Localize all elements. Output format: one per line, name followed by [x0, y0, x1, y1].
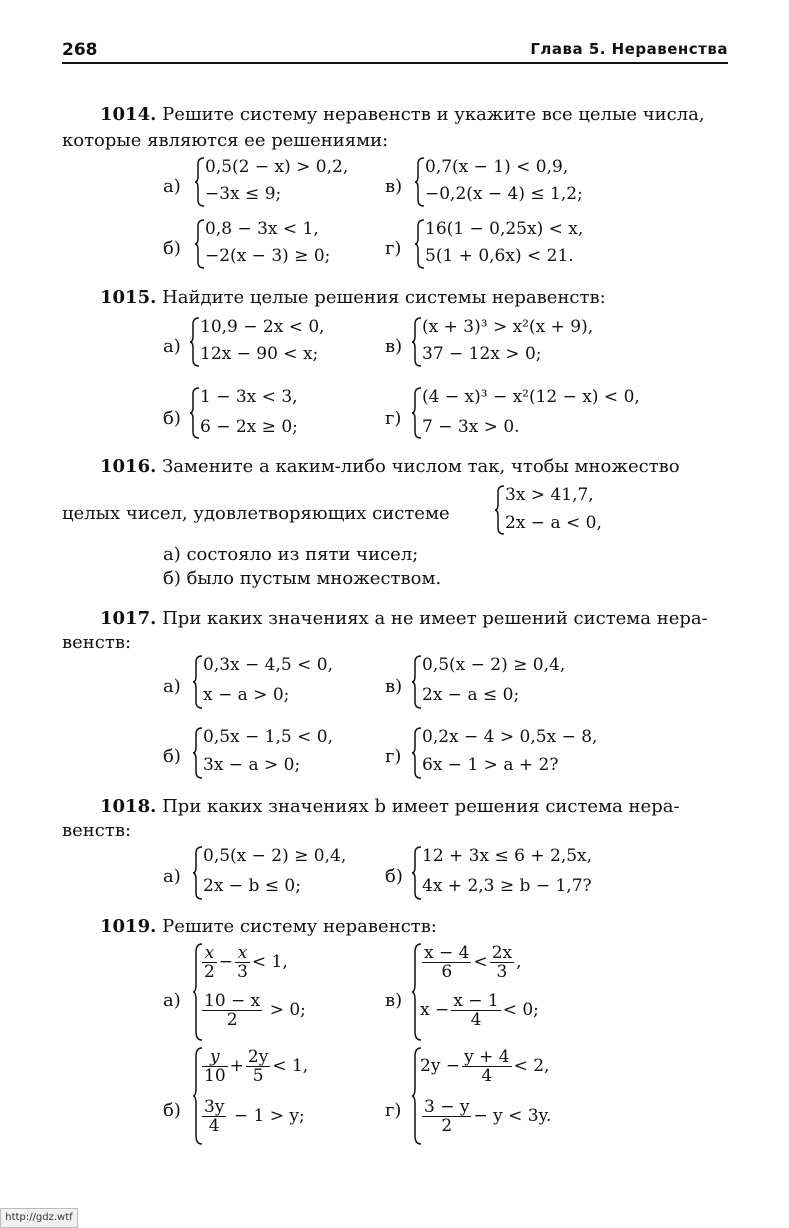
problem-1014-line2: которые являются ее решениями:: [62, 130, 389, 151]
inequality: 3x > 41,7,: [505, 485, 594, 505]
problem-1016-line2: целых чисел, удовлетворяющих системе: [62, 503, 450, 524]
label-g: г): [385, 1100, 402, 1121]
option-a: а) состояло из пяти чисел;: [163, 544, 419, 565]
problem-number: 1014.: [100, 104, 157, 125]
label-a: а): [163, 990, 181, 1011]
label-v: в): [385, 176, 403, 197]
option-b: б) было пустым множеством.: [163, 568, 442, 589]
problem-1015-line1: [100, 287, 606, 309]
brace-icon: [495, 484, 505, 536]
inequality: $\frac{y}{10}$ + $\frac{2y}{5}$ < 1,: [204, 1047, 309, 1086]
brace-icon: [193, 845, 203, 901]
inequality: $\frac{3 - y}{2}$ − y < 3y.: [424, 1097, 552, 1136]
brace-icon: [190, 386, 200, 440]
problem-text: Найдите целые решения системы неравенств:: [156, 287, 606, 308]
inequality: (x + 3)³ > x²(x + 9),: [422, 317, 594, 337]
label-b: б): [163, 238, 181, 259]
problem-number: 1015.: [100, 287, 157, 308]
inequality: 2y − $\frac{y + 4}{4}$ < 2,: [420, 1047, 550, 1086]
problem-text: При каких значениях a не имеет решений система нера-: [156, 608, 708, 629]
inequality: 0,2x − 4 > 0,5x − 8,: [422, 727, 598, 747]
inequality: 6x − 1 > a + 2?: [422, 755, 559, 775]
inequality: 2x − a ≤ 0;: [422, 685, 520, 705]
label-v: в): [385, 676, 403, 697]
problem-1017-line1: [100, 608, 708, 630]
inequality: 2x − a < 0,: [505, 513, 602, 533]
inequality: −3x ≤ 9;: [205, 184, 282, 204]
label-b: б): [163, 746, 181, 767]
label-a: а): [163, 336, 181, 357]
inequality: $\frac{10 - x}{2}$ > 0;: [204, 991, 306, 1030]
label-v: в): [385, 990, 403, 1011]
brace-icon: [412, 654, 422, 710]
inequality: $\frac{x}{2}$ − $\frac{x}{3}$ < 1,: [204, 943, 288, 982]
inequality: (4 − x)³ − x²(12 − x) < 0,: [422, 387, 640, 407]
problem-1014-line1: [100, 104, 705, 126]
page-header: [62, 38, 728, 64]
problem-1016-line1: [100, 456, 680, 478]
inequality: 5(1 + 0,6x) < 21.: [425, 246, 574, 266]
watermark-link[interactable]: http://gdz.wtf: [0, 1208, 78, 1228]
problem-text: Решите систему неравенств и укажите все целые числа,: [156, 104, 705, 125]
inequality: 0,8 − 3x < 1,: [205, 219, 319, 239]
problem-1018-line2: венств:: [62, 820, 132, 841]
problem-number: 1017.: [100, 608, 157, 629]
inequality: x − $\frac{x - 1}{4}$ < 0;: [420, 991, 539, 1030]
inequality: 3x − a > 0;: [203, 755, 301, 775]
inequality: 12 + 3x ≤ 6 + 2,5x,: [422, 846, 593, 866]
label-a: а): [163, 866, 181, 887]
inequality: 16(1 − 0,25x) < x,: [425, 219, 584, 239]
inequality: 0,5x − 1,5 < 0,: [203, 727, 333, 747]
inequality: −0,2(x − 4) ≤ 1,2;: [425, 184, 583, 204]
inequality: 7 − 3x > 0.: [422, 417, 520, 437]
inequality: 10,9 − 2x < 0,: [200, 317, 325, 337]
inequality: 4x + 2,3 ≥ b − 1,7?: [422, 876, 592, 896]
problem-1019-line1: [100, 916, 437, 938]
problem-text: Решите систему неравенств:: [156, 916, 437, 937]
problem-1017-line2: венств:: [62, 632, 132, 653]
problem-text: Замените a каким-либо числом так, чтобы множество: [156, 456, 680, 477]
label-b: б): [385, 866, 403, 887]
brace-icon: [412, 726, 422, 780]
inequality: $\frac{3y}{4}$ − 1 > y;: [204, 1097, 305, 1136]
brace-icon: [415, 218, 425, 270]
label-g: г): [385, 238, 402, 259]
problem-1018-line1: [100, 796, 680, 818]
brace-icon: [195, 218, 205, 270]
brace-icon: [193, 726, 203, 780]
inequality: $\frac{x - 4}{6}$ < $\frac{2x}{3}$ ,: [424, 943, 522, 982]
problem-number: 1019.: [100, 916, 157, 937]
brace-icon: [412, 845, 422, 901]
label-g: г): [385, 408, 402, 429]
inequality: 12x − 90 < x;: [200, 344, 319, 364]
label-g: г): [385, 746, 402, 767]
brace-icon: [195, 156, 205, 208]
inequality: 2x − b ≤ 0;: [203, 876, 301, 896]
label-v: в): [385, 336, 403, 357]
inequality: x − a > 0;: [203, 685, 290, 705]
label-b: б): [163, 408, 181, 429]
problem-text: При каких значениях b имеет решения система нера-: [156, 796, 680, 817]
chapter-title: Глава 5. Неравенства: [530, 40, 728, 58]
inequality: 0,7(x − 1) < 0,9,: [425, 157, 569, 177]
problem-number: 1018.: [100, 796, 157, 817]
inequality: 1 − 3x < 3,: [200, 387, 298, 407]
inequality: 0,5(x − 2) ≥ 0,4,: [203, 846, 347, 866]
page-number: 268: [62, 40, 98, 60]
brace-icon: [412, 386, 422, 440]
brace-icon: [412, 316, 422, 368]
label-a: а): [163, 176, 181, 197]
brace-icon: [193, 654, 203, 710]
inequality: 0,3x − 4,5 < 0,: [203, 655, 333, 675]
label-b: б): [163, 1100, 181, 1121]
inequality: 0,5(2 − x) > 0,2,: [205, 157, 349, 177]
label-a: а): [163, 676, 181, 697]
inequality: 0,5(x − 2) ≥ 0,4,: [422, 655, 566, 675]
problem-number: 1016.: [100, 456, 157, 477]
inequality: 6 − 2x ≥ 0;: [200, 417, 298, 437]
brace-icon: [415, 156, 425, 208]
inequality: 37 − 12x > 0;: [422, 344, 542, 364]
inequality: −2(x − 3) ≥ 0;: [205, 246, 331, 266]
brace-icon: [190, 316, 200, 368]
